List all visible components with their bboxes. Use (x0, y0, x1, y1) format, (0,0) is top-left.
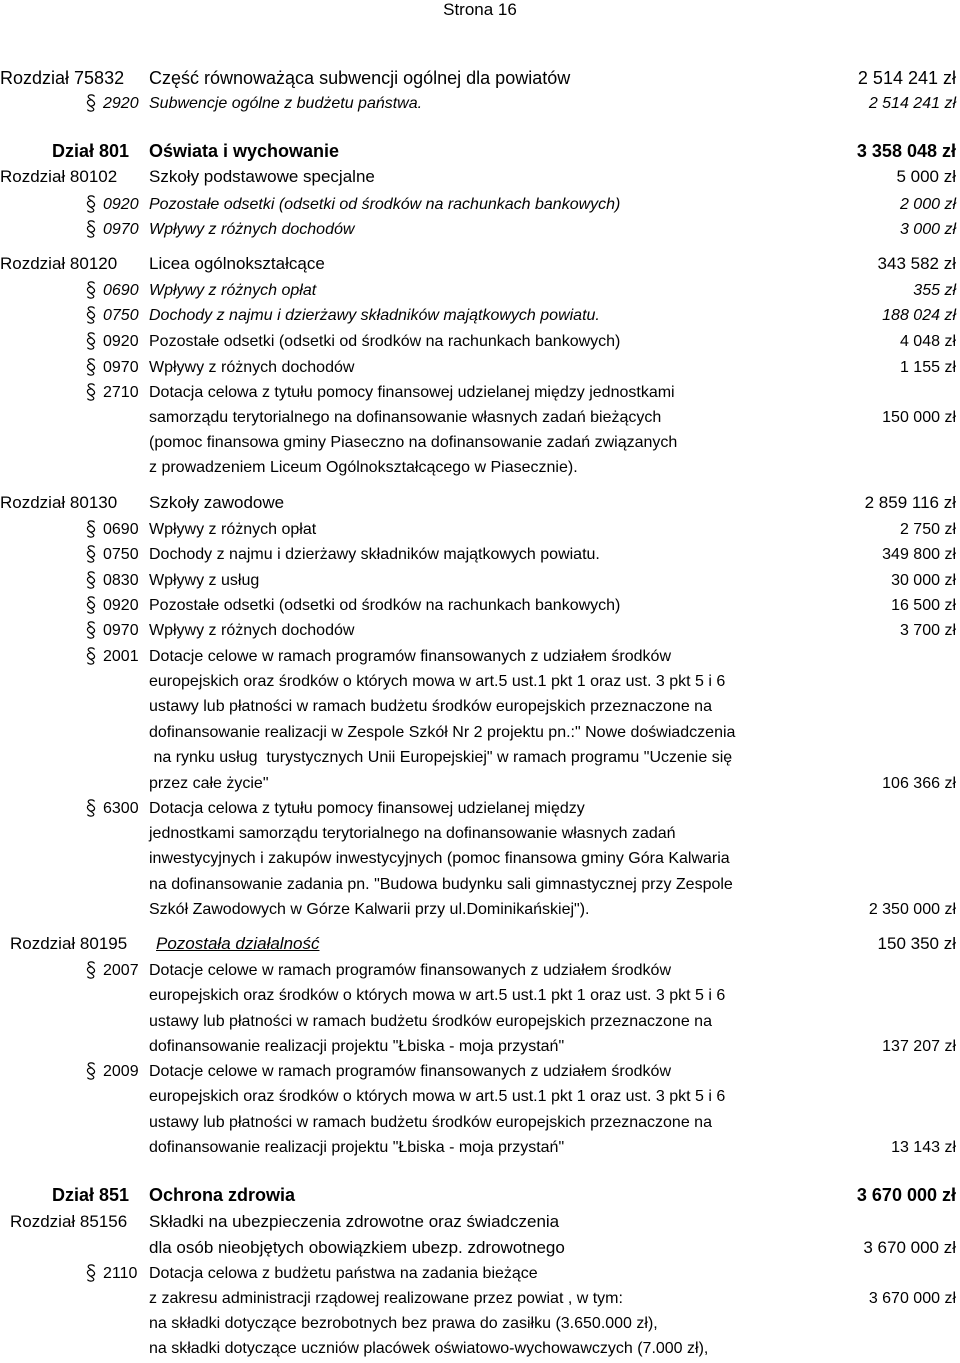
item-desc: Wpływy z usług (149, 572, 260, 589)
item-desc-line: Dotacje celowe w ramach programów finansowanych z udziałem środków (149, 1063, 672, 1080)
section-sign-icon (84, 595, 98, 615)
section-sign-icon (84, 960, 98, 980)
item-amount: 355 zł (913, 282, 956, 299)
item-amount: 137 207 zł (882, 1038, 956, 1055)
item-amount: 30 000 zł (891, 572, 956, 589)
section-sign-icon (84, 219, 98, 239)
section-sign-icon (84, 519, 98, 539)
section-name: Szkoły podstawowe specjalne (149, 167, 375, 186)
section-sign-icon (84, 1061, 98, 1081)
item-amount: 349 800 zł (882, 546, 956, 563)
item-desc-line: jednostkami samorządu terytorialnego na dofinansowanie własnych zadań (149, 825, 676, 842)
section-amount: 343 582 zł (877, 254, 956, 273)
item-desc: Pozostałe odsetki (odsetki od środków na rachunkach bankowych) (149, 196, 621, 213)
item-desc-line: Dotacje celowe w ramach programów finansowanych z udziałem środków (149, 962, 672, 979)
item-desc-line: z zakresu administracji rządowej realizowane przez powiat , w tym: (149, 1290, 623, 1307)
section-sign-icon (84, 357, 98, 377)
item-desc: Subwencje ogólne z budżetu państwa. (149, 95, 423, 112)
item-desc: Wpływy z różnych opłat (149, 521, 317, 538)
item-desc-line: na składki dotyczące uczniów placówek oświatowo-wychowawczych (7.000 zł), (149, 1340, 709, 1357)
section-name-line: Składki na ubezpieczenia zdrowotne oraz świadczenia (149, 1212, 560, 1231)
item-desc-line: na rynku usług turystycznych Unii Europejskiej" w ramach programu "Uczenie się (149, 749, 733, 766)
item-desc-line: samorządu terytorialnego na dofinansowanie własnych zadań bieżących (149, 409, 662, 426)
item-amount: 106 366 zł (882, 775, 956, 792)
item-code: 2007 (103, 962, 139, 979)
item-desc-line: na dofinansowanie zadania pn. "Budowa budynku sali gimnastycznej przy Zespole (149, 876, 733, 893)
section-amount: 2 514 241 zł (857, 68, 956, 88)
section-name: Licea ogólnokształcące (149, 254, 325, 273)
section-label: Rozdział 75832 (0, 68, 125, 88)
item-desc: Wpływy z różnych dochodów (149, 622, 355, 639)
item-desc-line: europejskich oraz środków o których mowa w art.5 ust.1 pkt 1 oraz ust. 3 pkt 5 i 6 (149, 1088, 726, 1105)
chapter-label: Dział 801 (52, 141, 130, 161)
chapter-label: Dział 851 (52, 1185, 130, 1205)
item-code: 0690 (103, 521, 139, 538)
item-desc-line: europejskich oraz środków o których mowa w art.5 ust.1 pkt 1 oraz ust. 3 pkt 5 i 6 (149, 987, 726, 1004)
item-code: 0970 (103, 221, 139, 238)
item-code: 0830 (103, 572, 139, 589)
section-label: Rozdział 80195 (10, 934, 128, 953)
item-desc: Pozostałe odsetki (odsetki od środków na rachunkach bankowych) (149, 597, 621, 614)
item-amount: 16 500 zł (891, 597, 956, 614)
item-amount: 3 670 000 zł (868, 1290, 956, 1307)
item-amount: 1 155 zł (899, 359, 956, 376)
section-sign-icon (84, 93, 98, 113)
item-desc-line: z prowadzeniem Liceum Ogólnokształcącego w Piasecznie). (149, 459, 578, 476)
section-name: Szkoły zawodowe (149, 493, 285, 512)
section-label: Rozdział 80130 (0, 493, 118, 512)
section-sign-icon (84, 798, 98, 818)
item-desc-line: Dotacja celowa z budżetu państwa na zadania bieżące (149, 1265, 538, 1282)
section-label: Rozdział 80102 (0, 167, 118, 186)
item-code: 0920 (103, 196, 139, 213)
section-sign-icon (84, 280, 98, 300)
item-desc-line: Dotacja celowa z tytułu pomocy finansowej udzielanej między (149, 800, 585, 817)
item-code: 2001 (103, 648, 139, 665)
section-sign-icon (84, 305, 98, 325)
section-sign-icon (84, 331, 98, 351)
item-desc-line: ustawy lub płatności w ramach budżetu środków europejskich przeznaczone na (149, 1114, 712, 1131)
item-desc-line: Dotacja celowa z tytułu pomocy finansowej udzielanej między jednostkami (149, 384, 675, 401)
item-amount: 2 514 241 zł (868, 95, 956, 112)
section-label: Rozdział 80120 (0, 254, 118, 273)
chapter-amount: 3 358 048 zł (856, 141, 956, 161)
item-desc-line: przez całe życie" (149, 775, 269, 792)
item-amount: 3 000 zł (899, 221, 956, 238)
item-code: 6300 (103, 800, 139, 817)
section-label: Rozdział 85156 (10, 1212, 128, 1231)
item-desc-line: Szkół Zawodowych w Górze Kalwarii przy ul.Dominikańskiej"). (149, 901, 590, 918)
section-sign-icon (84, 620, 98, 640)
item-desc-line: dofinansowanie realizacji w Zespole Szkół Nr 2 projektu pn.:" Nowe doświadczenia (149, 724, 736, 741)
item-desc-line: dofinansowanie realizacji projektu "Łbiska - moja przystań" (149, 1038, 565, 1055)
section-name-line: dla osób nieobjętych obowiązkiem ubezp. zdrowotnego (149, 1238, 565, 1257)
item-amount: 13 143 zł (891, 1139, 956, 1156)
item-desc-line: na składki dotyczące bezrobotnych bez prawa do zasiłku (3.650.000 zł), (149, 1315, 658, 1332)
section-amount: 5 000 zł (896, 167, 956, 186)
item-amount: 2 000 zł (899, 196, 956, 213)
item-code: 0750 (103, 546, 139, 563)
section-sign-icon (84, 382, 98, 402)
item-amount: 3 700 zł (899, 622, 956, 639)
item-amount: 188 024 zł (882, 307, 956, 324)
item-desc: Dochody z najmu i dzierżawy składników majątkowych powiatu. (149, 546, 600, 563)
item-amount: 2 350 000 zł (868, 901, 956, 918)
item-desc: Wpływy z różnych opłat (149, 282, 317, 299)
section-amount: 2 859 116 zł (864, 493, 956, 512)
item-amount: 2 750 zł (899, 521, 956, 538)
item-code: 2009 (103, 1063, 139, 1080)
item-code: 2920 (103, 95, 139, 112)
item-desc-line: dofinansowanie realizacji projektu "Łbiska - moja przystań" (149, 1139, 565, 1156)
section-sign-icon (84, 1263, 98, 1283)
item-desc: Wpływy z różnych dochodów (149, 359, 355, 376)
section-sign-icon (84, 194, 98, 214)
item-amount: 4 048 zł (899, 333, 956, 350)
item-code: 2110 (103, 1265, 138, 1282)
item-amount: 150 000 zł (882, 409, 956, 426)
section-amount: 150 350 zł (877, 934, 956, 953)
item-desc: Pozostałe odsetki (odsetki od środków na rachunkach bankowych) (149, 333, 621, 350)
chapter-name: Ochrona zdrowia (149, 1185, 296, 1205)
item-desc-line: ustawy lub płatności w ramach budżetu środków europejskich przeznaczone na (149, 1013, 712, 1030)
item-desc-line: ustawy lub płatności w ramach budżetu środków europejskich przeznaczone na (149, 698, 712, 715)
item-desc-line: europejskich oraz środków o których mowa w art.5 ust.1 pkt 1 oraz ust. 3 pkt 5 i 6 (149, 673, 726, 690)
item-desc-line: (pomoc finansowa gminy Piaseczno na dofinansowanie zadań związanych (149, 434, 678, 451)
item-code: 0970 (103, 359, 139, 376)
item-desc: Dochody z najmu i dzierżawy składników majątkowych powiatu. (149, 307, 600, 324)
section-name: Pozostała działalność (156, 934, 320, 953)
page-header: Strona 16 (443, 0, 517, 19)
item-code: 0920 (103, 597, 139, 614)
item-code: 0920 (103, 333, 139, 350)
item-desc: Wpływy z różnych dochodów (149, 221, 355, 238)
section-amount: 3 670 000 zł (863, 1238, 956, 1257)
section-name: Część równoważąca subwencji ogólnej dla powiatów (149, 68, 571, 88)
item-desc-line: Dotacje celowe w ramach programów finansowanych z udziałem środków (149, 648, 672, 665)
item-code: 0690 (103, 282, 139, 299)
chapter-amount: 3 670 000 zł (856, 1185, 956, 1205)
item-code: 0750 (103, 307, 139, 324)
section-sign-icon (84, 646, 98, 666)
item-desc-line: inwestycyjnych i zakupów inwestycyjnych (pomoc finansowa gminy Góra Kalwaria (149, 850, 730, 867)
section-sign-icon (84, 570, 98, 590)
item-code: 0970 (103, 622, 139, 639)
section-sign-icon (84, 544, 98, 564)
item-code: 2710 (103, 384, 139, 401)
chapter-name: Oświata i wychowanie (149, 141, 340, 161)
